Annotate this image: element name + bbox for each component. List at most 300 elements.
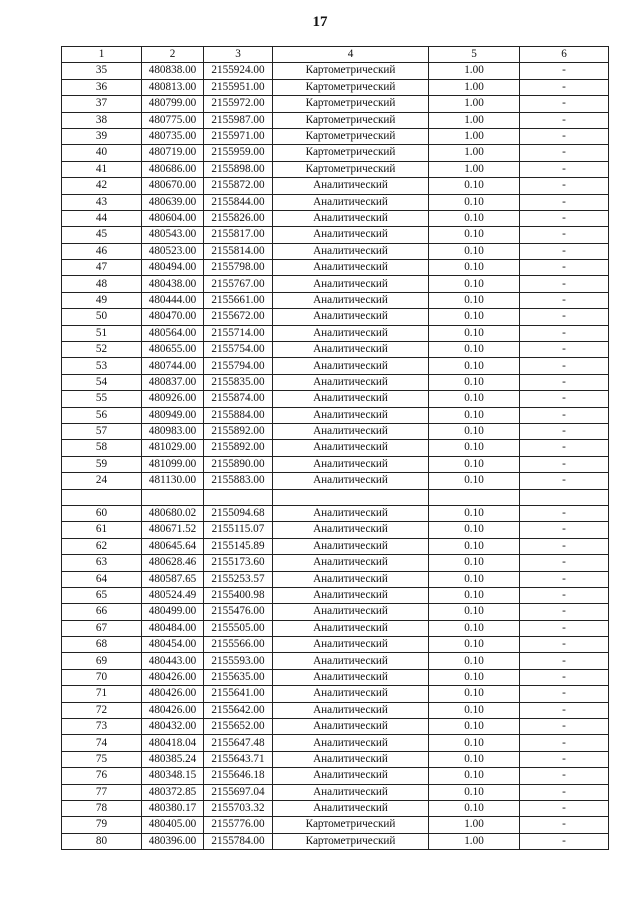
table-cell: Аналитический [273, 555, 429, 571]
table-cell: - [520, 63, 609, 79]
table-cell: - [520, 128, 609, 144]
table-cell: Аналитический [273, 440, 429, 456]
table-cell: 480813.00 [142, 79, 204, 95]
table-cell: 70 [62, 669, 142, 685]
table-cell: 2155890.00 [204, 456, 273, 472]
table-cell: Аналитический [273, 260, 429, 276]
table-cell: 2155647.48 [204, 735, 273, 751]
table-cell: 480454.00 [142, 637, 204, 653]
table-cell: 2155505.00 [204, 620, 273, 636]
table-cell: 0.10 [429, 555, 520, 571]
table-cell: Аналитический [273, 571, 429, 587]
table-cell: 72 [62, 702, 142, 718]
table-cell: 480426.00 [142, 686, 204, 702]
table-cell: 480775.00 [142, 112, 204, 128]
table-cell: - [520, 358, 609, 374]
table-cell: Аналитический [273, 735, 429, 751]
table-row [62, 522, 609, 538]
table-cell: 0.10 [429, 571, 520, 587]
column-header: 5 [429, 47, 520, 63]
table-cell: 39 [62, 128, 142, 144]
table-cell: Аналитический [273, 210, 429, 226]
table-row [62, 784, 609, 800]
column-header: 6 [520, 47, 609, 63]
table-cell: 0.10 [429, 374, 520, 390]
table-cell: 0.10 [429, 309, 520, 325]
table-cell: 46 [62, 243, 142, 259]
table-cell: 62 [62, 538, 142, 554]
table-cell: - [520, 423, 609, 439]
table-cell: Картометрический [273, 96, 429, 112]
table-cell: - [520, 243, 609, 259]
table-cell: 0.10 [429, 669, 520, 685]
table-cell: 0.10 [429, 260, 520, 276]
table-cell: Аналитический [273, 505, 429, 521]
column-header: 3 [204, 47, 273, 63]
table-cell: 2155844.00 [204, 194, 273, 210]
table-row [62, 571, 609, 587]
table-cell: 480837.00 [142, 374, 204, 390]
table-cell: 78 [62, 800, 142, 816]
table-row [62, 374, 609, 390]
table-cell: 1.00 [429, 145, 520, 161]
table-cell [142, 489, 204, 505]
table-cell: - [520, 161, 609, 177]
table-cell: 71 [62, 686, 142, 702]
table-row [62, 407, 609, 423]
table-cell: Аналитический [273, 358, 429, 374]
table-cell: 40 [62, 145, 142, 161]
table-cell: - [520, 178, 609, 194]
table-cell: 38 [62, 112, 142, 128]
table-cell: - [520, 637, 609, 653]
table-row [62, 96, 609, 112]
table-cell: - [520, 522, 609, 538]
table-cell: 2155951.00 [204, 79, 273, 95]
table-row [62, 63, 609, 79]
table-row [62, 719, 609, 735]
table-cell: 480949.00 [142, 407, 204, 423]
table-row [62, 505, 609, 521]
table-cell: 2155703.32 [204, 800, 273, 816]
table-cell: - [520, 719, 609, 735]
table-cell: 2155898.00 [204, 161, 273, 177]
table-cell: 2155798.00 [204, 260, 273, 276]
table-cell: 0.10 [429, 358, 520, 374]
table-cell: 2155814.00 [204, 243, 273, 259]
table-cell: 480494.00 [142, 260, 204, 276]
table-cell: 2155642.00 [204, 702, 273, 718]
table-row [62, 178, 609, 194]
table-cell: - [520, 702, 609, 718]
table-cell: 481029.00 [142, 440, 204, 456]
table-cell: Аналитический [273, 391, 429, 407]
table-cell: 0.10 [429, 342, 520, 358]
table-cell: Аналитический [273, 423, 429, 439]
table-cell: 2155476.00 [204, 604, 273, 620]
table-cell: 53 [62, 358, 142, 374]
table-cell: 2155835.00 [204, 374, 273, 390]
table-cell: 69 [62, 653, 142, 669]
table-cell: 1.00 [429, 79, 520, 95]
table-row [62, 686, 609, 702]
table-cell: 61 [62, 522, 142, 538]
coordinates-table [61, 46, 609, 850]
coordinates-table-body [62, 47, 609, 850]
table-row [62, 292, 609, 308]
table-cell: 0.10 [429, 751, 520, 767]
table-cell: 1.00 [429, 112, 520, 128]
table-cell: - [520, 571, 609, 587]
table-cell: Аналитический [273, 620, 429, 636]
table-cell: Аналитический [273, 784, 429, 800]
table-row [62, 456, 609, 472]
table-cell: Аналитический [273, 309, 429, 325]
table-cell: 480385.24 [142, 751, 204, 767]
table-row [62, 391, 609, 407]
table-cell: 2155972.00 [204, 96, 273, 112]
table-row [62, 669, 609, 685]
table-cell: 2155173.60 [204, 555, 273, 571]
table-cell: Аналитический [273, 719, 429, 735]
table-cell: - [520, 309, 609, 325]
table-cell: Аналитический [273, 800, 429, 816]
table-cell: Картометрический [273, 63, 429, 79]
table-row [62, 637, 609, 653]
table-cell: 0.10 [429, 210, 520, 226]
table-cell: 2155987.00 [204, 112, 273, 128]
table-cell: 480372.85 [142, 784, 204, 800]
table-cell: 0.10 [429, 768, 520, 784]
table-cell: 2155959.00 [204, 145, 273, 161]
table-cell: 49 [62, 292, 142, 308]
table-cell: Аналитический [273, 473, 429, 489]
table-cell: 2155892.00 [204, 440, 273, 456]
table-cell: 48 [62, 276, 142, 292]
table-cell [429, 489, 520, 505]
table-cell: 0.10 [429, 194, 520, 210]
table-cell: Аналитический [273, 325, 429, 341]
table-cell: 480438.00 [142, 276, 204, 292]
table-cell: 54 [62, 374, 142, 390]
table-cell: 44 [62, 210, 142, 226]
table-cell: 2155872.00 [204, 178, 273, 194]
table-cell: 480443.00 [142, 653, 204, 669]
table-cell: 0.10 [429, 784, 520, 800]
table-cell: Картометрический [273, 112, 429, 128]
table-cell: 63 [62, 555, 142, 571]
table-cell: 1.00 [429, 833, 520, 849]
table-cell: 42 [62, 178, 142, 194]
table-cell: 1.00 [429, 96, 520, 112]
table-cell: Аналитический [273, 587, 429, 603]
table-cell: Аналитический [273, 538, 429, 554]
table-cell: - [520, 800, 609, 816]
table-cell: 2155661.00 [204, 292, 273, 308]
table-cell: - [520, 112, 609, 128]
table-cell: 67 [62, 620, 142, 636]
table-cell: 480405.00 [142, 817, 204, 833]
table-row [62, 604, 609, 620]
table-cell: 36 [62, 79, 142, 95]
table-cell: - [520, 669, 609, 685]
table-cell: 2155794.00 [204, 358, 273, 374]
table-cell: 480432.00 [142, 719, 204, 735]
table-cell: 64 [62, 571, 142, 587]
table-cell: 79 [62, 817, 142, 833]
table-cell: 2155754.00 [204, 342, 273, 358]
table-row [62, 800, 609, 816]
table-cell: 480735.00 [142, 128, 204, 144]
table-cell: Картометрический [273, 161, 429, 177]
table-cell: 2155884.00 [204, 407, 273, 423]
table-cell: 0.10 [429, 276, 520, 292]
table-cell: 2155115.07 [204, 522, 273, 538]
table-cell: - [520, 653, 609, 669]
table-cell: Аналитический [273, 653, 429, 669]
table-cell: 2155826.00 [204, 210, 273, 226]
table-cell: 1.00 [429, 63, 520, 79]
table-cell: Картометрический [273, 817, 429, 833]
table-row [62, 817, 609, 833]
table-cell: 2155593.00 [204, 653, 273, 669]
table-cell: 480396.00 [142, 833, 204, 849]
table-cell: Аналитический [273, 702, 429, 718]
table-cell [204, 489, 273, 505]
table-cell: 2155883.00 [204, 473, 273, 489]
table-cell: - [520, 686, 609, 702]
table-cell: - [520, 194, 609, 210]
table-cell: 2155641.00 [204, 686, 273, 702]
table-cell: 2155566.00 [204, 637, 273, 653]
table-cell: 0.10 [429, 653, 520, 669]
table-cell: 2155697.04 [204, 784, 273, 800]
table-cell: 0.10 [429, 407, 520, 423]
table-cell: - [520, 227, 609, 243]
table-cell: - [520, 587, 609, 603]
table-cell: 2155635.00 [204, 669, 273, 685]
table-cell: Аналитический [273, 276, 429, 292]
table-cell: 60 [62, 505, 142, 521]
table-row [62, 112, 609, 128]
table-cell: - [520, 604, 609, 620]
table-row [62, 309, 609, 325]
table-cell: Картометрический [273, 79, 429, 95]
table-row [62, 751, 609, 767]
table-cell: 480524.49 [142, 587, 204, 603]
table-cell: 0.10 [429, 719, 520, 735]
table-cell: 481099.00 [142, 456, 204, 472]
table-cell: 1.00 [429, 161, 520, 177]
table-cell: 480426.00 [142, 702, 204, 718]
table-cell: 480418.04 [142, 735, 204, 751]
table-cell: 480543.00 [142, 227, 204, 243]
table-cell: - [520, 555, 609, 571]
table-cell: 0.10 [429, 620, 520, 636]
table-cell: 0.10 [429, 522, 520, 538]
table-row [62, 342, 609, 358]
table-cell: 0.10 [429, 702, 520, 718]
table-cell: - [520, 79, 609, 95]
table-cell: Аналитический [273, 178, 429, 194]
table-cell: 0.10 [429, 604, 520, 620]
column-header: 1 [62, 47, 142, 63]
table-cell: 0.10 [429, 178, 520, 194]
table-cell: 74 [62, 735, 142, 751]
table-cell: 68 [62, 637, 142, 653]
table-row [62, 260, 609, 276]
table-cell: 2155094.68 [204, 505, 273, 521]
table-cell: 2155400.98 [204, 587, 273, 603]
table-cell: 2155672.00 [204, 309, 273, 325]
table-row [62, 358, 609, 374]
table-cell: 0.10 [429, 292, 520, 308]
table-cell: 43 [62, 194, 142, 210]
table-cell: 2155767.00 [204, 276, 273, 292]
table-cell: 480983.00 [142, 423, 204, 439]
table-cell: 2155652.00 [204, 719, 273, 735]
table-cell: 480484.00 [142, 620, 204, 636]
table-cell: 1.00 [429, 128, 520, 144]
table-cell: - [520, 735, 609, 751]
table-cell: 47 [62, 260, 142, 276]
table-row [62, 538, 609, 554]
table-cell: 0.10 [429, 325, 520, 341]
table-cell: Аналитический [273, 751, 429, 767]
table-cell: 0.10 [429, 538, 520, 554]
table-cell: 59 [62, 456, 142, 472]
table-row [62, 489, 609, 505]
table-cell: 52 [62, 342, 142, 358]
table-cell: - [520, 456, 609, 472]
table-cell: 480645.64 [142, 538, 204, 554]
column-header: 4 [273, 47, 429, 63]
table-cell: Аналитический [273, 686, 429, 702]
table-cell: 480380.17 [142, 800, 204, 816]
table-cell: - [520, 260, 609, 276]
table-cell: Аналитический [273, 604, 429, 620]
table-cell: 2155253.57 [204, 571, 273, 587]
table-cell: 2155784.00 [204, 833, 273, 849]
table-cell: 0.10 [429, 227, 520, 243]
table-cell: 0.10 [429, 243, 520, 259]
table-cell: 35 [62, 63, 142, 79]
table-cell: 480470.00 [142, 309, 204, 325]
table-cell [520, 489, 609, 505]
table-cell: 66 [62, 604, 142, 620]
table-cell: 2155924.00 [204, 63, 273, 79]
table-row [62, 440, 609, 456]
table-cell: - [520, 784, 609, 800]
table-cell: - [520, 374, 609, 390]
table-cell: 2155874.00 [204, 391, 273, 407]
table-cell: - [520, 505, 609, 521]
table-cell: 24 [62, 473, 142, 489]
table-cell: - [520, 407, 609, 423]
table-row [62, 194, 609, 210]
table-cell: 480671.52 [142, 522, 204, 538]
table-cell: 480744.00 [142, 358, 204, 374]
table-cell: 480680.02 [142, 505, 204, 521]
table-cell: 2155643.71 [204, 751, 273, 767]
table-cell: 480639.00 [142, 194, 204, 210]
table-cell: - [520, 391, 609, 407]
table-header-row [62, 47, 609, 63]
table-cell: 480799.00 [142, 96, 204, 112]
table-cell: 2155145.89 [204, 538, 273, 554]
table-cell: 77 [62, 784, 142, 800]
table-cell: - [520, 473, 609, 489]
table-cell: 51 [62, 325, 142, 341]
table-cell: - [520, 210, 609, 226]
table-row [62, 325, 609, 341]
table-cell: - [520, 620, 609, 636]
table-cell: 0.10 [429, 686, 520, 702]
table-cell: - [520, 440, 609, 456]
table-cell: 480426.00 [142, 669, 204, 685]
table-cell: 0.10 [429, 473, 520, 489]
table-row [62, 79, 609, 95]
table-row [62, 768, 609, 784]
table-cell: Картометрический [273, 833, 429, 849]
table-cell: 50 [62, 309, 142, 325]
column-header: 2 [142, 47, 204, 63]
table-cell: 55 [62, 391, 142, 407]
table-cell: - [520, 292, 609, 308]
table-cell: Аналитический [273, 768, 429, 784]
table-cell: 0.10 [429, 735, 520, 751]
table-row [62, 243, 609, 259]
table-cell: - [520, 145, 609, 161]
table-cell: 2155646.18 [204, 768, 273, 784]
table-cell: 0.10 [429, 800, 520, 816]
table-cell: 75 [62, 751, 142, 767]
table-cell: 480444.00 [142, 292, 204, 308]
table-row [62, 161, 609, 177]
table-row [62, 145, 609, 161]
table-cell: - [520, 768, 609, 784]
table-cell: - [520, 96, 609, 112]
table-cell: 56 [62, 407, 142, 423]
table-cell: 0.10 [429, 456, 520, 472]
table-cell: 2155714.00 [204, 325, 273, 341]
table-cell: 481130.00 [142, 473, 204, 489]
table-cell: 2155776.00 [204, 817, 273, 833]
table-cell: 480587.65 [142, 571, 204, 587]
table-cell: 58 [62, 440, 142, 456]
table-cell: 73 [62, 719, 142, 735]
table-cell: Аналитический [273, 669, 429, 685]
table-cell: 37 [62, 96, 142, 112]
table-cell [273, 489, 429, 505]
table-cell: 480564.00 [142, 325, 204, 341]
table-row [62, 227, 609, 243]
table-cell: - [520, 751, 609, 767]
table-cell: 480499.00 [142, 604, 204, 620]
table-row [62, 276, 609, 292]
table-cell: 0.10 [429, 440, 520, 456]
table-cell: 480926.00 [142, 391, 204, 407]
table-row [62, 555, 609, 571]
table-row [62, 423, 609, 439]
table-cell: 480523.00 [142, 243, 204, 259]
table-cell: Аналитический [273, 407, 429, 423]
table-cell: Аналитический [273, 522, 429, 538]
table-cell: 480604.00 [142, 210, 204, 226]
table-cell: - [520, 817, 609, 833]
table-cell: 0.10 [429, 637, 520, 653]
table-cell: 80 [62, 833, 142, 849]
